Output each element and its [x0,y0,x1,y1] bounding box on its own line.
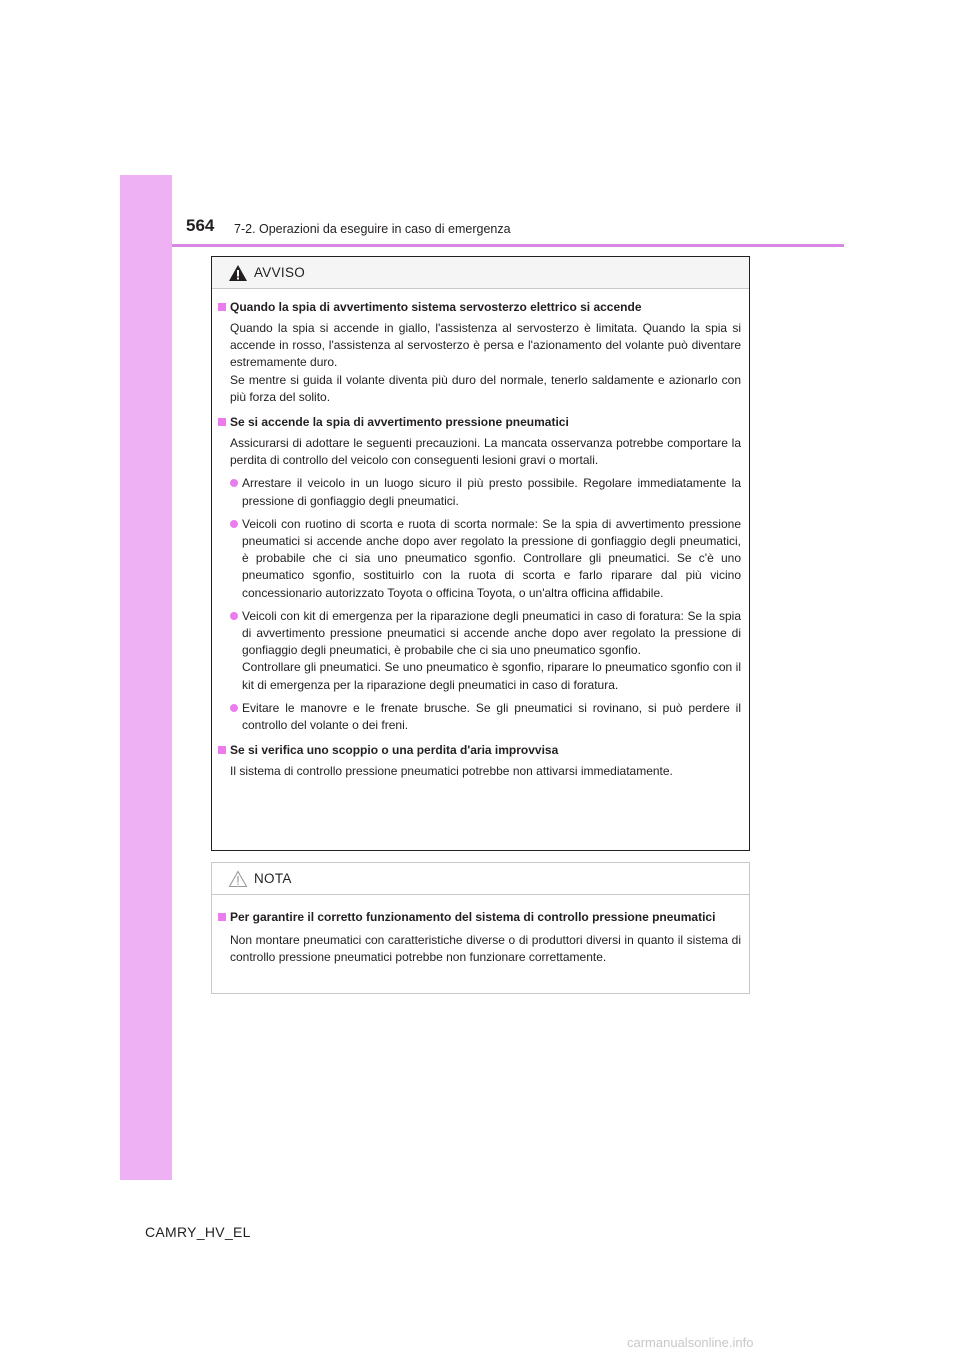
paragraph: Non montare pneumatici con caratteristiche diverse o di produttori diversi in quanto il sistema di controllo pressione pneumatici potrebbe non funzionare correttamente. [230,933,741,965]
warning-box-label: AVVISO [254,265,306,280]
watermark: carmanualsonline.info [627,1335,754,1350]
round-bullet-icon [230,520,238,528]
section-title: Se si verifica uno scoppio o una perdita d'aria improvvisa [218,742,741,759]
warning-box-body [212,289,749,780]
section-title: Quando la spia di avvertimento sistema servosterzo elettrico si accende [218,299,741,316]
note-box-body [212,895,749,966]
chapter-side-band [120,175,172,1180]
warning-triangle-icon [228,264,248,282]
paragraph: Il sistema di controllo pressione pneumatici potrebbe non attivarsi immediatamente. [230,764,673,779]
square-bullet-icon [218,303,226,311]
list-item: Evitare le manovre e le frenate brusche. Se gli pneumatici si rovinano, si può perdere il controllo del volante o dei freni. [218,700,741,734]
warning-box [211,256,750,851]
note-box-header [212,863,749,895]
list-item: Arrestare il veicolo in un luogo sicuro il più presto possibile. Regolare immediatamente la pressione di gonfiaggio degli pneumatici. [218,475,741,509]
section-title: Per garantire il corretto funzionamento del sistema di controllo pressione pneumatici [218,909,741,926]
section-title: Se si accende la spia di avvertimento pressione pneumatici [218,414,741,431]
list-item: Veicoli con ruotino di scorta e ruota di scorta normale: Se la spia di avvertimento pressione pneumatici si accende anche dopo aver regolato la pressione di gonfiaggio degli pneumatici, è probabile che ci sia uno pneumatico sgonfio. Controllare gli pneumatici. Se c'è uno pneumatico sgonfio, sostituirlo con la ruota di scorta e farlo riparare dal più vicino concessionario autorizzato Toyota o officina Toyota, o un'altra officina affidabile. [218,516,741,602]
paragraph: Quando la spia si accende in giallo, l'assistenza al servosterzo è limitata. Quando la spia si accende in rosso, l'assistenza al servosterzo è persa e l'azionamento del volante può diventare estremamente duro. [230,321,741,370]
note-box-label: NOTA [254,871,292,886]
page-number: 564 [186,216,215,235]
paragraph: Assicurarsi di adottare le seguenti precauzioni. La mancata osservanza potrebbe comportare la perdita di controllo del veicolo con conseguenti lesioni gravi o mortali. [230,436,741,468]
list-item: Veicoli con kit di emergenza per la riparazione degli pneumatici in caso di foratura: Se la spia di avvertimento pressione pneumatici si accende anche dopo aver regolato la pressione di gonfiaggio degli pneumatici, è probabile che ci sia uno pneumatico sgonfio. Controllare gli pneumatici. Se uno pneumatico è sgonfio, riparare lo pneumatico sgonfio con il kit di emergenza per la riparazione degli pneumatici in caso di foratura. [218,608,741,694]
header-rule [172,244,844,247]
note-box [211,862,750,994]
round-bullet-icon [230,479,238,487]
caution-triangle-outline-icon [228,870,248,888]
round-bullet-icon [230,704,238,712]
document-code: CAMRY_HV_EL [145,1224,251,1240]
square-bullet-icon [218,913,226,921]
chapter-title: 7-2. Operazioni da eseguire in caso di emergenza [234,222,511,236]
paragraph: Se mentre si guida il volante diventa più duro del normale, tenerlo saldamente e azionarlo con più forza del solito. [230,372,741,404]
warning-box-header [212,257,749,289]
round-bullet-icon [230,612,238,620]
square-bullet-icon [218,418,226,426]
square-bullet-icon [218,746,226,754]
